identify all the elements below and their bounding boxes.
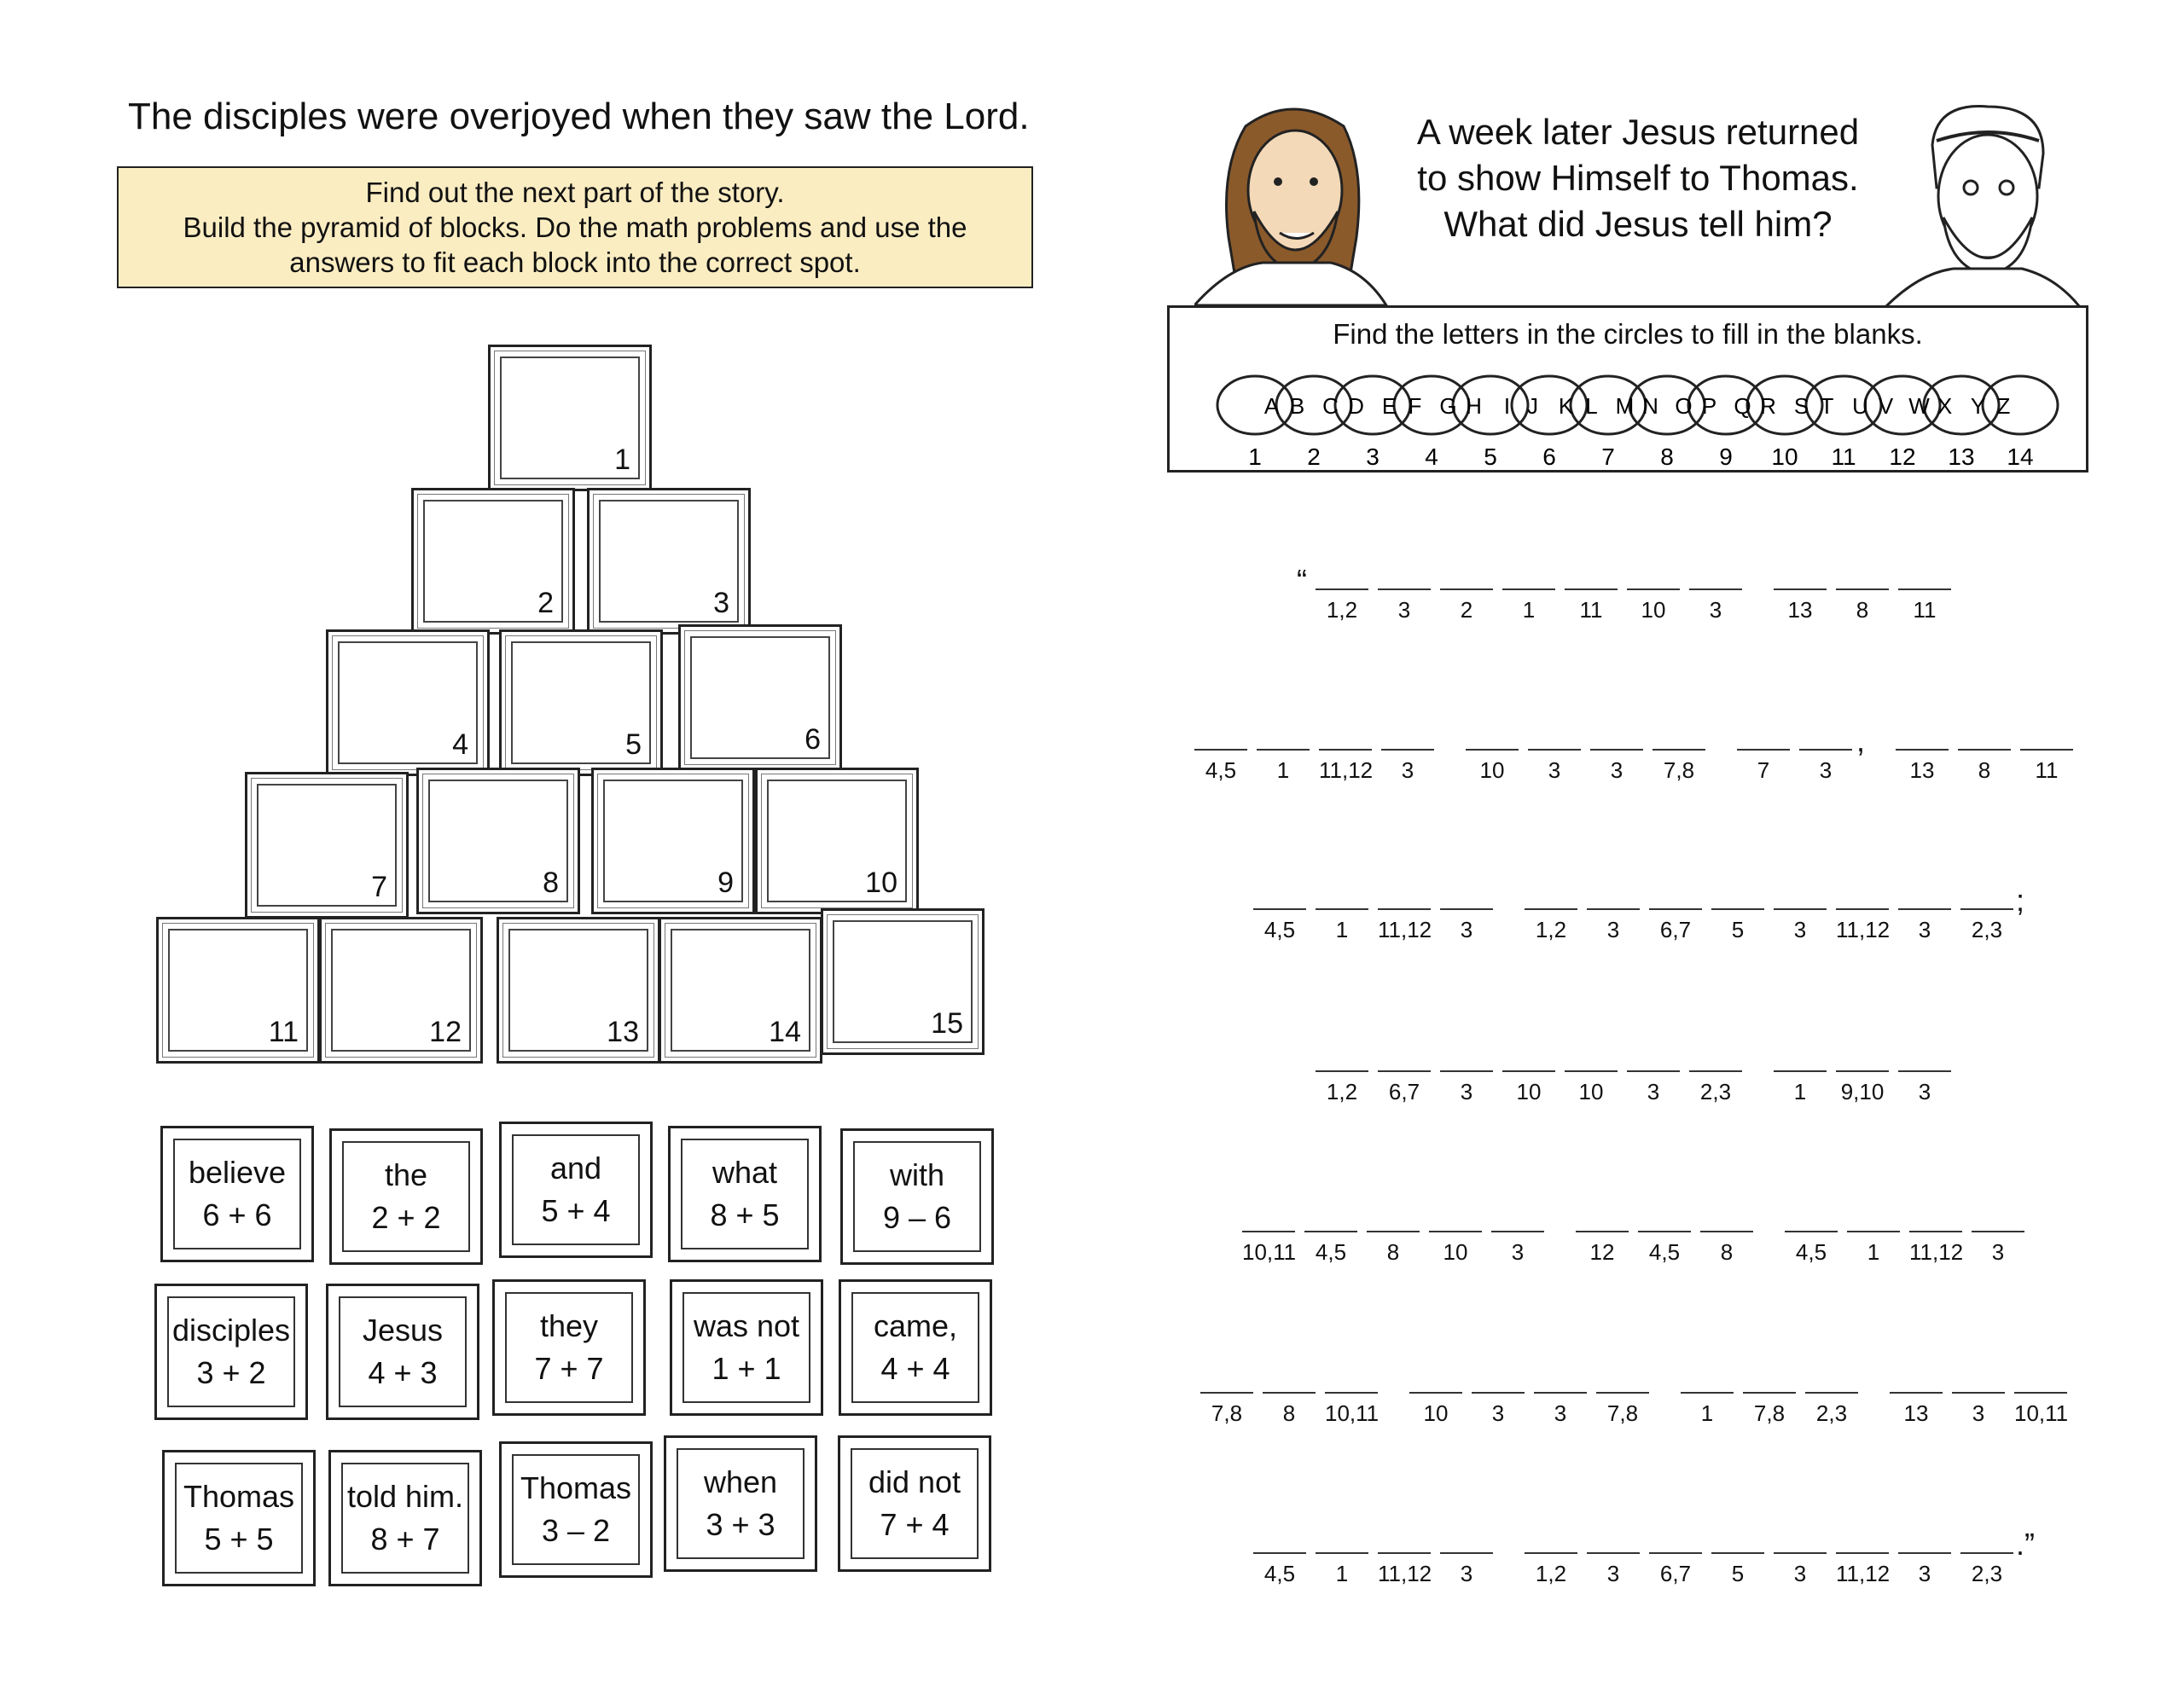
answer-blank[interactable]	[1799, 749, 1852, 784]
answer-blank[interactable]	[1263, 1392, 1316, 1427]
answer-blank[interactable]	[1649, 908, 1702, 943]
blank-code: 3	[1606, 917, 1620, 942]
blank-code: 2,3	[1971, 917, 2003, 942]
answer-blank[interactable]	[1952, 1392, 2005, 1427]
decoder-letter: A	[1263, 393, 1280, 419]
decoder-letter: K	[1558, 393, 1574, 419]
decoder-number: 3	[1366, 443, 1380, 470]
answer-blank[interactable]	[1316, 1070, 1368, 1105]
answer-blank[interactable]	[1700, 1231, 1753, 1266]
instructions-box	[117, 166, 1033, 288]
decoder-circle	[1276, 376, 1351, 434]
word-block[interactable]: told him. 8 + 7	[328, 1450, 482, 1586]
answer-blank[interactable]	[1774, 1070, 1827, 1105]
decoder-number: 7	[1601, 443, 1615, 470]
answer-blank[interactable]	[1681, 1392, 1734, 1427]
blank-code: 3	[1491, 1400, 1505, 1426]
word-block[interactable]: what 8 + 5	[668, 1126, 822, 1262]
decoder-letter: H	[1466, 393, 1482, 419]
decoder-letter: E	[1381, 393, 1397, 419]
blank-code: 11	[2035, 757, 2059, 783]
blank-code: 5	[1731, 917, 1745, 942]
decoder-letter: R	[1760, 393, 1776, 419]
answer-blank[interactable]	[1590, 749, 1643, 784]
decoder-letter: S	[1793, 393, 1809, 419]
answer-blank[interactable]	[1737, 749, 1790, 784]
answer-blank[interactable]	[1472, 1392, 1525, 1427]
answer-blank[interactable]	[1898, 1070, 1951, 1105]
jesus-illustration	[1194, 92, 1391, 305]
blank-code: 6,7	[1388, 1079, 1420, 1104]
answer-blank[interactable]	[1440, 908, 1493, 943]
answer-blank[interactable]	[1774, 588, 1827, 623]
word-block[interactable]: did not 7 + 4	[838, 1435, 991, 1572]
blank-code: 10,11	[1242, 1239, 1297, 1265]
decoder-letter: W	[1908, 393, 1930, 419]
answer-blank[interactable]	[1325, 1392, 1378, 1427]
blank-code: 7,8	[1211, 1400, 1243, 1426]
blank-code: 5	[1731, 1561, 1745, 1586]
blank-code: 3	[1991, 1239, 2005, 1265]
blank-code: 1,2	[1326, 597, 1358, 623]
answer-blank[interactable]	[1638, 1231, 1691, 1266]
blank-code: 1	[1700, 1400, 1714, 1426]
decoder-letter: G	[1439, 393, 1457, 419]
pyramid-block-15[interactable]: 15	[821, 908, 985, 1055]
word-block[interactable]: Jesus 4 + 3	[326, 1284, 479, 1420]
blank-code: 1,2	[1535, 917, 1567, 942]
blank-code: 3	[1548, 757, 1561, 783]
answer-blank[interactable]	[1587, 1552, 1640, 1587]
answer-blank[interactable]	[1381, 749, 1434, 784]
decoder-circle	[1747, 376, 1822, 434]
blank-code: 1,2	[1326, 1079, 1358, 1104]
answer-blank[interactable]	[1576, 1231, 1629, 1266]
answer-blank[interactable]	[1466, 749, 1519, 784]
decoder-number: 11	[1831, 443, 1856, 470]
blank-code: 11	[1579, 597, 1603, 623]
blank-code: 8	[1856, 597, 1869, 623]
answer-blank[interactable]	[1836, 1070, 1889, 1105]
pyramid-block-12[interactable]: 12	[319, 917, 483, 1064]
decoder-letter: M	[1615, 393, 1635, 419]
answer-blank[interactable]	[1253, 1552, 1306, 1587]
answer-blank[interactable]	[1502, 1070, 1555, 1105]
decoder-letter: X	[1937, 393, 1953, 419]
answer-blank[interactable]	[1653, 749, 1705, 784]
story-question	[1365, 109, 1911, 247]
decoder-letter: F	[1408, 393, 1422, 419]
blank-code: 3	[1793, 917, 1807, 942]
answer-blank[interactable]	[1304, 1231, 1357, 1266]
answer-blank[interactable]	[1689, 1070, 1742, 1105]
blank-code: 7,8	[1606, 1400, 1639, 1426]
answer-blank[interactable]	[1502, 588, 1555, 623]
blank-code: 3	[1460, 1079, 1473, 1104]
blank-code: 1	[1793, 1079, 1807, 1104]
answer-blank[interactable]	[1378, 1070, 1431, 1105]
answer-blank[interactable]	[1440, 588, 1493, 623]
answer-blank[interactable]	[1378, 908, 1431, 943]
blank-code: 3	[1793, 1561, 1807, 1586]
decoder-number: 2	[1307, 443, 1321, 470]
word-block[interactable]: disciples 3 + 2	[154, 1284, 308, 1420]
blank-code: 8	[1720, 1239, 1734, 1265]
decoder-letter: D	[1348, 393, 1364, 419]
decoder-letter: B	[1289, 393, 1305, 419]
decoder-number: 5	[1484, 443, 1497, 470]
decoder-number: 13	[1948, 443, 1975, 470]
blank-code: 3	[1610, 757, 1623, 783]
decoder-circle	[1512, 376, 1587, 434]
blank-code: 10,11	[1325, 1400, 1380, 1426]
word-block[interactable]: the 2 + 2	[329, 1128, 483, 1265]
answer-blank[interactable]	[1909, 1231, 1962, 1266]
answer-blank[interactable]	[1440, 1552, 1493, 1587]
blank-code: 3	[1647, 1079, 1660, 1104]
letter-decoder	[1167, 305, 2088, 472]
blank-code: 8	[1978, 757, 1991, 783]
answer-blank[interactable]	[1649, 1552, 1702, 1587]
blank-code: 2,3	[1699, 1079, 1732, 1104]
decoder-letter: T	[1820, 393, 1834, 419]
blank-code: 10,11	[2014, 1400, 2069, 1426]
blank-code: 3	[1918, 1561, 1931, 1586]
decoder-letter: C	[1322, 393, 1339, 419]
pyramid-block-10[interactable]: 10	[755, 768, 919, 914]
blank-code: 11	[1913, 597, 1937, 623]
left-page-title: The disciples were overjoyed when they saw the Lord.	[128, 96, 1030, 137]
decoder-letter: Z	[1996, 393, 2011, 419]
blank-code: 10	[1516, 1079, 1542, 1104]
blank-code: 10	[1423, 1400, 1449, 1426]
blank-code: 7,8	[1753, 1400, 1786, 1426]
answer-blank[interactable]	[1194, 749, 1247, 784]
blank-code: 2,3	[1815, 1400, 1848, 1426]
answer-blank[interactable]	[1711, 1552, 1764, 1587]
answer-blank[interactable]	[1378, 1552, 1431, 1587]
answer-blank[interactable]	[1805, 1392, 1858, 1427]
answer-blank[interactable]	[1429, 1231, 1482, 1266]
blank-code: 3	[1918, 917, 1931, 942]
pyramid-block-13[interactable]: 13	[497, 917, 660, 1064]
end-punctuation: ;	[2016, 883, 2025, 918]
answer-blank[interactable]	[1960, 908, 2013, 943]
pyramid-block-3[interactable]: 3	[587, 488, 751, 635]
answer-blank[interactable]	[1378, 588, 1431, 623]
answer-blank[interactable]	[1596, 1392, 1649, 1427]
instruction-line: Build the pyramid of blocks. Do the math problems and use the	[183, 212, 967, 243]
blank-code: 3	[1511, 1239, 1525, 1265]
instruction-line: answers to fit each block into the correct spot.	[289, 246, 861, 278]
answer-blank[interactable]	[1960, 1552, 2013, 1587]
answer-blank[interactable]	[1319, 749, 1372, 784]
decoder-title: Find the letters in the circles to fill in the blanks.	[1333, 318, 1923, 350]
answer-blank[interactable]	[1316, 908, 1368, 943]
blank-code: 2,3	[1971, 1561, 2003, 1586]
pyramid-block-9[interactable]: 9	[591, 768, 755, 914]
pyramid-block-1[interactable]: 1	[488, 345, 652, 491]
blank-code: 1	[1867, 1239, 1880, 1265]
decoder-letter: N	[1642, 393, 1658, 419]
blank-code: 1	[1335, 917, 1349, 942]
decoder-circle	[1629, 376, 1705, 434]
blank-code: 3	[1972, 1400, 1985, 1426]
blank-code: 6,7	[1659, 917, 1692, 942]
blank-code: 11,12	[1909, 1239, 1964, 1265]
answer-blank[interactable]	[1774, 908, 1827, 943]
decoder-letter: U	[1852, 393, 1868, 419]
answer-blank[interactable]	[1689, 588, 1742, 623]
pyramid-block-4[interactable]: 4	[326, 629, 490, 776]
blank-code: 7,8	[1663, 757, 1695, 783]
decoder-letter: J	[1527, 393, 1538, 419]
answer-blank[interactable]	[1898, 588, 1951, 623]
answer-blank[interactable]	[1898, 1552, 1951, 1587]
word-block[interactable]: with 9 – 6	[840, 1128, 994, 1265]
decoder-circle	[1688, 376, 1763, 434]
end-punctuation: .”	[2016, 1527, 2035, 1562]
decoder-circle	[1453, 376, 1528, 434]
blank-code: 4,5	[1795, 1239, 1827, 1265]
decoder-circles	[1170, 356, 2086, 475]
blank-code: 3	[1460, 917, 1473, 942]
answer-blank[interactable]	[1743, 1392, 1796, 1427]
decoder-letter: V	[1878, 393, 1894, 419]
word-block[interactable]: and 5 + 4	[499, 1122, 653, 1258]
answer-blank[interactable]	[1774, 1552, 1827, 1587]
decoder-letter: L	[1585, 393, 1598, 419]
decoder-circle	[1217, 376, 1292, 434]
answer-blank[interactable]	[1525, 908, 1577, 943]
instruction-line: Find out the next part of the story.	[365, 177, 785, 208]
word-block[interactable]: Thomas 3 – 2	[499, 1441, 653, 1578]
blank-code: 13	[1903, 1400, 1929, 1426]
decoder-number: 14	[2007, 443, 2034, 470]
answer-blank[interactable]	[1972, 1231, 2024, 1266]
blank-code: 4,5	[1263, 1561, 1296, 1586]
blank-code: 3	[1401, 757, 1414, 783]
answer-blank[interactable]	[1525, 1552, 1577, 1587]
blank-code: 3	[1606, 1561, 1620, 1586]
pyramid-block-11[interactable]: 11	[156, 917, 320, 1064]
blank-code: 13	[1909, 757, 1935, 783]
blank-code: 1,2	[1535, 1561, 1567, 1586]
decoder-number: 10	[1771, 443, 1798, 470]
word-block[interactable]: believe 6 + 6	[160, 1126, 314, 1262]
blank-code: 9,10	[1840, 1079, 1885, 1104]
answer-blank[interactable]	[1627, 588, 1680, 623]
answer-blank[interactable]	[1316, 1552, 1368, 1587]
answer-blank[interactable]	[1534, 1392, 1587, 1427]
word-block[interactable]: when 3 + 3	[664, 1435, 817, 1572]
answer-blank[interactable]	[1409, 1392, 1462, 1427]
blank-code: 3	[1819, 757, 1833, 783]
answer-blank[interactable]	[2014, 1392, 2067, 1427]
answer-blank[interactable]	[1587, 908, 1640, 943]
blank-code: 3	[1554, 1400, 1567, 1426]
decoder-number: 4	[1425, 443, 1438, 470]
blank-code: 11,12	[1836, 917, 1891, 942]
answer-blank[interactable]	[1847, 1231, 1900, 1266]
answer-blank[interactable]	[1711, 908, 1764, 943]
answer-blank[interactable]	[1785, 1231, 1838, 1266]
blank-code: 1	[1276, 757, 1290, 783]
answer-blank[interactable]	[1627, 1070, 1680, 1105]
pyramid-block-8[interactable]: 8	[416, 768, 580, 914]
blank-code: 11,12	[1319, 757, 1374, 783]
blank-code: 3	[1709, 597, 1722, 623]
question-line: What did Jesus tell him?	[1443, 204, 1833, 244]
blank-code: 8	[1282, 1400, 1296, 1426]
decoder-letter: Y	[1970, 393, 1986, 419]
decoder-circle	[1571, 376, 1646, 434]
decoder-number: 1	[1248, 443, 1262, 470]
answer-blank[interactable]	[1257, 749, 1310, 784]
answer-blank[interactable]	[1200, 1392, 1253, 1427]
blank-code: 7	[1757, 757, 1770, 783]
decoder-letter: O	[1675, 393, 1693, 419]
blank-code: 13	[1787, 597, 1813, 623]
decoder-number: 6	[1542, 443, 1556, 470]
blank-code: 1	[1522, 597, 1536, 623]
decoder-number: 12	[1889, 443, 1916, 470]
blank-code: 11,12	[1378, 1561, 1432, 1586]
answer-blank[interactable]	[1253, 908, 1306, 943]
blank-code: 4,5	[1263, 917, 1296, 942]
blank-code: 3	[1397, 597, 1411, 623]
decoder-circle	[1806, 376, 1881, 434]
answer-blank[interactable]	[1896, 749, 1949, 784]
thomas-illustration	[1885, 94, 2082, 307]
blank-code: 4,5	[1315, 1239, 1347, 1265]
decoder-circle	[1335, 376, 1410, 434]
blank-code: 8	[1386, 1239, 1400, 1265]
blank-code: 3	[1918, 1079, 1931, 1104]
answer-blank[interactable]	[1565, 1070, 1618, 1105]
blank-code: 4,5	[1648, 1239, 1681, 1265]
answer-blank[interactable]	[1836, 908, 1889, 943]
word-block[interactable]: came, 4 + 4	[839, 1279, 992, 1416]
answer-blank[interactable]	[1367, 1231, 1420, 1266]
decoder-letter: Q	[1734, 393, 1751, 419]
open-quote: “	[1297, 563, 1307, 598]
decoder-number: 9	[1719, 443, 1733, 470]
decoder-circle	[1983, 376, 2058, 434]
word-block[interactable]: they 7 + 7	[492, 1279, 646, 1416]
blank-code: 1	[1335, 1561, 1349, 1586]
answer-blank[interactable]	[1440, 1070, 1493, 1105]
answer-blank[interactable]	[1836, 588, 1889, 623]
answer-blank[interactable]	[1528, 749, 1581, 784]
decoder-circle	[1394, 376, 1469, 434]
answer-blank[interactable]	[1890, 1392, 1943, 1427]
comma: ,	[1856, 723, 1866, 758]
pyramid-block-6[interactable]: 6	[678, 624, 842, 771]
answer-blank[interactable]	[1316, 588, 1368, 623]
pyramid-block-14[interactable]: 14	[659, 917, 822, 1064]
answer-blank[interactable]	[1836, 1552, 1889, 1587]
answer-blank[interactable]	[1898, 908, 1951, 943]
answer-blank[interactable]	[1242, 1231, 1295, 1266]
word-block[interactable]: Thomas 5 + 5	[162, 1450, 316, 1586]
pyramid-block-7[interactable]: 7	[245, 772, 409, 919]
decoder-circle	[1924, 376, 1999, 434]
answer-blank[interactable]	[1565, 588, 1618, 623]
blank-code: 10	[1443, 1239, 1468, 1265]
answer-blank[interactable]	[1958, 749, 2011, 784]
answer-blank[interactable]	[2020, 749, 2073, 784]
decoder-number: 8	[1660, 443, 1674, 470]
blank-code: 2	[1460, 597, 1473, 623]
blank-code: 3	[1460, 1561, 1473, 1586]
blank-code: 4,5	[1205, 757, 1237, 783]
decoder-letter: I	[1503, 393, 1511, 419]
pyramid-block-2[interactable]: 2	[411, 488, 575, 635]
blank-code: 10	[1479, 757, 1505, 783]
blank-code: 11,12	[1378, 917, 1432, 942]
word-block[interactable]: was not 1 + 1	[670, 1279, 823, 1416]
decoder-letter: P	[1701, 393, 1717, 419]
blank-code: 12	[1589, 1239, 1615, 1265]
blank-code: 10	[1641, 597, 1666, 623]
pyramid-block-5[interactable]: 5	[499, 629, 663, 776]
blank-code: 10	[1578, 1079, 1604, 1104]
blank-code: 6,7	[1659, 1561, 1692, 1586]
question-line: to show Himself to Thomas.	[1417, 158, 1859, 198]
question-line: A week later Jesus returned	[1416, 112, 1860, 152]
answer-blank[interactable]	[1491, 1231, 1544, 1266]
blank-code: 11,12	[1836, 1561, 1891, 1586]
